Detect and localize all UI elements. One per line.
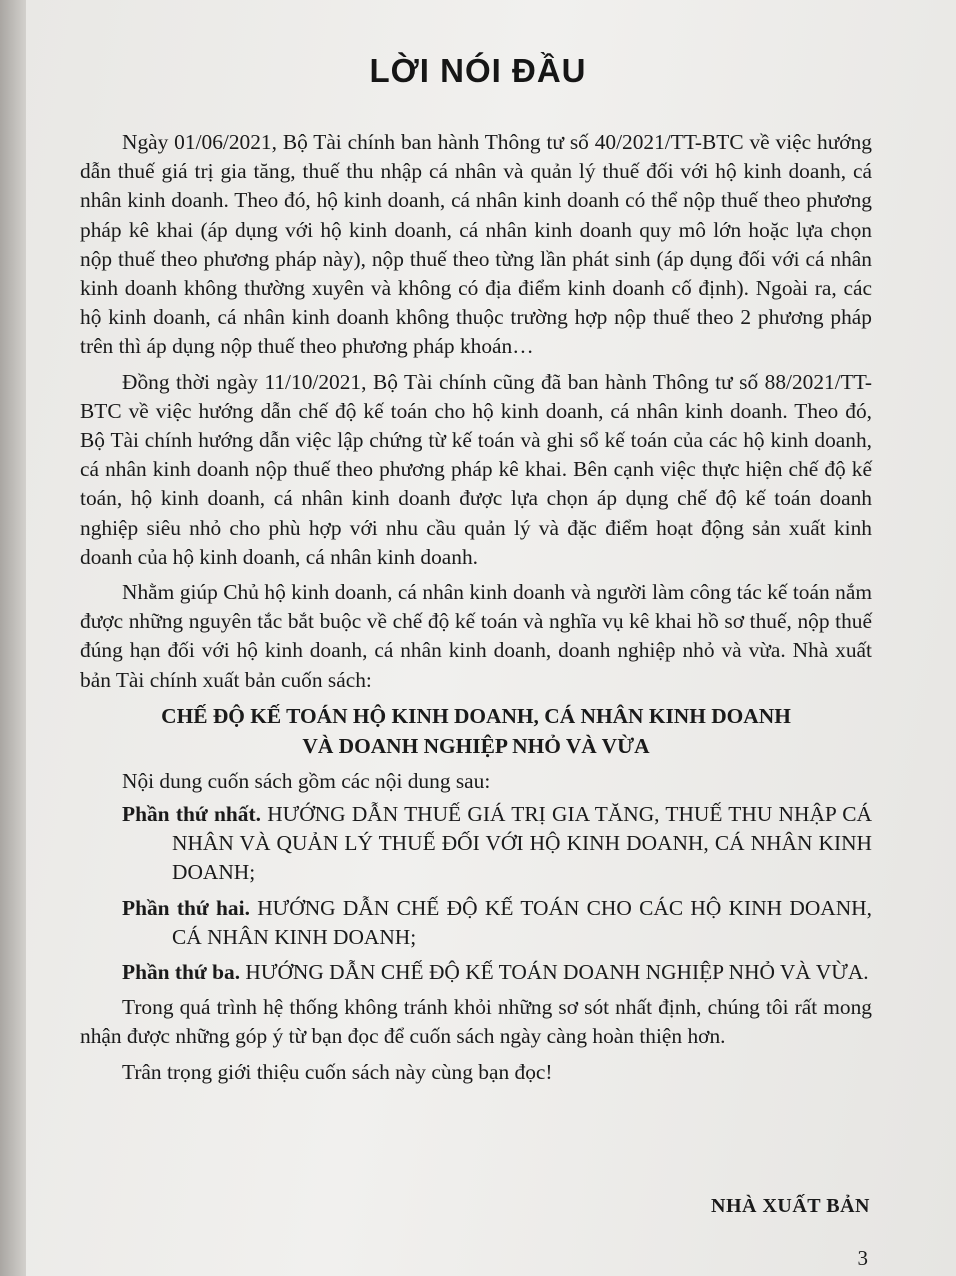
closing-paragraph: Trong quá trình hệ thống không tránh khỏi những sơ sót nhất định, chúng tôi rất mong nhận được những góp ý từ bạn đọc để cuốn sách ngày càng hoàn thiện hơn.: [80, 995, 872, 1049]
book-title-line-2: VÀ DOANH NGHIỆP NHỎ VÀ VỪA: [302, 733, 650, 758]
book-title: [80, 701, 872, 761]
page-body: [80, 128, 872, 1093]
page-title: LỜI NÓI ĐẦU: [369, 52, 587, 89]
part-1: [122, 800, 872, 888]
part-3-text: HƯỚNG DẪN CHẾ ĐỘ KẾ TOÁN DOANH NGHIỆP NHỎ VÀ VỪA.: [245, 960, 869, 985]
part-1-lead: Phần thứ nhất.: [122, 802, 261, 827]
part-2-lead: Phần thứ hai.: [122, 895, 250, 920]
paragraph-2: Đồng thời ngày 11/10/2021, Bộ Tài chính cũng đã ban hành Thông tư số 88/2021/TT-BTC về việc hướng dẫn chế độ kế toán cho hộ kinh doanh, cá nhân kinh doanh. Theo đó, Bộ Tài chính hướng dẫn việc lập chứng từ kế toán và ghi sổ kế toán của các hộ kinh doanh, cá nhân kinh doanh nộp thuế theo phương pháp kê khai. Bên cạnh việc thực hiện chế độ kế toán, hộ kinh doanh, cá nhân kinh doanh được lựa chọn áp dụng chế độ kế toán doanh nghiệp siêu nhỏ cho phù hợp với nhu cầu quản lý và đặc điểm hoạt động sản xuất kinh doanh của hộ kinh doanh, cá nhân kinh doanh.: [80, 369, 872, 569]
publisher-signature: NHÀ XUẤT BẢN: [711, 1195, 870, 1217]
part-1-text: HƯỚNG DẪN THUẾ GIÁ TRỊ GIA TĂNG, THUẾ THU NHẬP CÁ NHÂN VÀ QUẢN LÝ THUẾ ĐỐI VỚI HỘ KINH DOANH, CÁ NHÂN KINH DOANH;: [172, 802, 872, 885]
part-2-text: HƯỚNG DẪN CHẾ ĐỘ KẾ TOÁN CHO CÁC HỘ KINH DOANH, CÁ NHÂN KINH DOANH;: [172, 895, 872, 949]
part-2: [122, 894, 872, 952]
paragraph-3: Nhằm giúp Chủ hộ kinh doanh, cá nhân kinh doanh và người làm công tác kế toán nắm được những nguyên tắc bắt buộc về chế độ kế toán và nghĩa vụ kê khai hồ sơ thuế, nộp thuế đúng hạn đối với hộ kinh doanh, cá nhân kinh doanh, doanh nghiệp nhỏ và vừa. Nhà xuất bản Tài chính xuất bản cuốn sách:: [80, 580, 872, 692]
contents-intro: Nội dung cuốn sách gồm các nội dung sau:: [122, 768, 491, 793]
page-gutter-shadow: [0, 0, 26, 1276]
part-3-lead: Phần thứ ba.: [122, 960, 241, 985]
book-title-line-1: CHẾ ĐỘ KẾ TOÁN HỘ KINH DOANH, CÁ NHÂN KINH DOANH: [161, 703, 791, 728]
thanks-line: Trân trọng giới thiệu cuốn sách này cùng bạn đọc!: [122, 1059, 553, 1084]
paragraph-1: Ngày 01/06/2021, Bộ Tài chính ban hành Thông tư số 40/2021/TT-BTC về việc hướng dẫn thuế giá trị gia tăng, thuế thu nhập cá nhân và quản lý thuế đối với hộ kinh doanh, cá nhân kinh doanh. Theo đó, hộ kinh doanh, cá nhân kinh doanh có thể nộp thuế theo phương pháp kê khai (áp dụng với hộ kinh doanh, cá nhân kinh doanh quy mô lớn hoặc lựa chọn nộp thuế theo phương pháp này), nộp thuế theo từng lần phát sinh (áp dụng đối với cá nhân kinh doanh không thường xuyên và không có địa điểm kinh doanh cố định). Ngoài ra, các hộ kinh doanh, cá nhân kinh doanh không thuộc trường hợp nộp thuế theo 2 phương pháp trên thì áp dụng nộp thuế theo phương pháp khoán…: [80, 130, 872, 359]
part-3: [122, 958, 872, 987]
page-number: 3: [857, 1246, 868, 1270]
